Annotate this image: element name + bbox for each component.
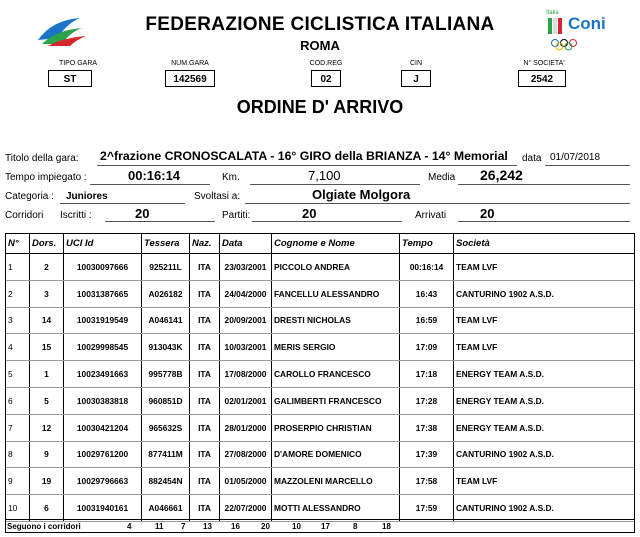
riders-label: Corridori bbox=[5, 210, 44, 221]
code-label-num-gara: NUM.GARA bbox=[171, 60, 209, 67]
cell-naz: ITA bbox=[190, 468, 220, 495]
cell-data: 22/07/2000 bbox=[220, 495, 272, 522]
following-number: 18 bbox=[382, 522, 391, 531]
cell-data: 10/03/2001 bbox=[220, 334, 272, 361]
federation-title: FEDERAZIONE CICLISTICA ITALIANA bbox=[145, 14, 495, 35]
cell-societa: TEAM LVF bbox=[454, 468, 635, 495]
category-value: Juniores bbox=[66, 191, 108, 202]
cell-tessera: 960851D bbox=[142, 387, 190, 414]
cell-data: 20/09/2001 bbox=[220, 307, 272, 334]
cell-tempo: 17:58 bbox=[400, 468, 454, 495]
cell-name: PROSERPIO CHRISTIAN bbox=[272, 414, 400, 441]
cell-naz: ITA bbox=[190, 254, 220, 281]
cell-dors: 15 bbox=[30, 334, 64, 361]
table-row bbox=[6, 361, 635, 388]
cell-tempo: 00:16:14 bbox=[400, 254, 454, 281]
race-title-label: Titolo della gara: bbox=[5, 153, 79, 164]
code-label-societa: N° SOCIETA' bbox=[523, 60, 565, 67]
cell-data: 23/03/2001 bbox=[220, 254, 272, 281]
cell-tempo: 17:18 bbox=[400, 361, 454, 388]
cell-naz: ITA bbox=[190, 307, 220, 334]
header-naz: Naz. bbox=[190, 234, 220, 254]
cell-uci-id: 10030097666 bbox=[64, 254, 142, 281]
code-label-cod-reg: COD.REG bbox=[309, 60, 343, 67]
cell-dors: 2 bbox=[30, 254, 64, 281]
following-number: 13 bbox=[203, 522, 212, 531]
cell-dors: 9 bbox=[30, 441, 64, 468]
cell-naz: ITA bbox=[190, 387, 220, 414]
cell-pos: 6 bbox=[6, 387, 30, 414]
table-header-row bbox=[6, 234, 635, 254]
cell-societa: ENERGY TEAM A.S.D. bbox=[454, 361, 635, 388]
started-label: Partiti: bbox=[222, 210, 251, 221]
cell-data: 28/01/2000 bbox=[220, 414, 272, 441]
header-tessera: Tessera bbox=[142, 234, 190, 254]
code-value-num-gara: 142569 bbox=[165, 70, 215, 87]
cell-uci-id: 10030383818 bbox=[64, 387, 142, 414]
cell-tempo: 17:09 bbox=[400, 334, 454, 361]
started-value: 20 bbox=[302, 206, 317, 221]
race-date: 01/07/2018 bbox=[550, 152, 601, 163]
federation-city: ROMA bbox=[300, 38, 340, 53]
cell-tessera: 995778B bbox=[142, 361, 190, 388]
cell-name: PICCOLO ANDREA bbox=[272, 254, 400, 281]
table-row bbox=[6, 280, 635, 307]
cell-uci-id: 10031940161 bbox=[64, 495, 142, 522]
cell-data: 17/08/2000 bbox=[220, 361, 272, 388]
held-at-label: Svoltasi a: bbox=[194, 191, 241, 202]
following-number: 10 bbox=[292, 522, 301, 531]
table-row bbox=[6, 254, 635, 281]
following-riders bbox=[5, 519, 635, 534]
cell-societa: ENERGY TEAM A.S.D. bbox=[454, 387, 635, 414]
race-title: 2^frazione CRONOSCALATA - 16° GIRO della BRIANZA - 14° Memorial bbox=[100, 149, 508, 163]
cell-dors: 1 bbox=[30, 361, 64, 388]
cell-societa: TEAM LVF bbox=[454, 254, 635, 281]
following-number: 7 bbox=[181, 522, 186, 531]
header-data: Data bbox=[220, 234, 272, 254]
race-date-label: data bbox=[522, 153, 542, 164]
cell-name: MAZZOLENI MARCELLO bbox=[272, 468, 400, 495]
header-name: Cognome e Nome bbox=[272, 234, 400, 254]
cell-naz: ITA bbox=[190, 280, 220, 307]
cell-societa: CANTURINO 1902 A.S.D. bbox=[454, 280, 635, 307]
header-pos: N° bbox=[6, 234, 30, 254]
average-speed: 26,242 bbox=[480, 167, 523, 183]
cell-pos: 5 bbox=[6, 361, 30, 388]
code-value-tipo-gara: ST bbox=[48, 70, 92, 87]
cell-data: 27/08/2000 bbox=[220, 441, 272, 468]
cell-name: MERIS SERGIO bbox=[272, 334, 400, 361]
cell-dors: 3 bbox=[30, 280, 64, 307]
cell-name: GALIMBERTI FRANCESCO bbox=[272, 387, 400, 414]
cell-uci-id: 10029761200 bbox=[64, 441, 142, 468]
following-riders-label: Seguono i corridori bbox=[7, 522, 81, 531]
cell-dors: 5 bbox=[30, 387, 64, 414]
cell-pos: 8 bbox=[6, 441, 30, 468]
cell-uci-id: 10031387665 bbox=[64, 280, 142, 307]
distance-km: 7,100 bbox=[308, 168, 341, 183]
cell-dors: 12 bbox=[30, 414, 64, 441]
cell-tessera: A046661 bbox=[142, 495, 190, 522]
header-tempo: Tempo bbox=[400, 234, 454, 254]
cell-tessera: 882454N bbox=[142, 468, 190, 495]
cell-tempo: 16:59 bbox=[400, 307, 454, 334]
cell-uci-id: 10030421204 bbox=[64, 414, 142, 441]
cell-naz: ITA bbox=[190, 441, 220, 468]
code-label-cin: CIN bbox=[409, 60, 423, 67]
table-row bbox=[6, 307, 635, 334]
time-label: Tempo impiegato : bbox=[5, 172, 87, 183]
following-number: 4 bbox=[127, 522, 132, 531]
header-societa: Società bbox=[454, 234, 635, 254]
cell-dors: 6 bbox=[30, 495, 64, 522]
table-row bbox=[6, 414, 635, 441]
cell-data: 02/01/2001 bbox=[220, 387, 272, 414]
cell-tessera: 913043K bbox=[142, 334, 190, 361]
header-uci-id: UCI Id bbox=[64, 234, 142, 254]
header-dors: Dors. bbox=[30, 234, 64, 254]
cell-societa: CANTURINO 1902 A.S.D. bbox=[454, 441, 635, 468]
cell-tempo: 17:28 bbox=[400, 387, 454, 414]
cell-tessera: A046141 bbox=[142, 307, 190, 334]
cell-uci-id: 10029998545 bbox=[64, 334, 142, 361]
cell-tessera: 965632S bbox=[142, 414, 190, 441]
cell-data: 24/04/2000 bbox=[220, 280, 272, 307]
cell-naz: ITA bbox=[190, 495, 220, 522]
cell-societa: ENERGY TEAM A.S.D. bbox=[454, 414, 635, 441]
cell-uci-id: 10031919549 bbox=[64, 307, 142, 334]
cell-pos: 1 bbox=[6, 254, 30, 281]
coni-italia-text: Italia bbox=[546, 10, 559, 16]
cell-societa: TEAM LVF bbox=[454, 307, 635, 334]
results-table bbox=[5, 233, 635, 522]
cell-pos: 9 bbox=[6, 468, 30, 495]
cell-pos: 7 bbox=[6, 414, 30, 441]
cell-uci-id: 10023491663 bbox=[64, 361, 142, 388]
cell-pos: 4 bbox=[6, 334, 30, 361]
cell-tessera: 925211L bbox=[142, 254, 190, 281]
cell-uci-id: 10029796663 bbox=[64, 468, 142, 495]
arrived-value: 20 bbox=[480, 206, 495, 221]
km-label: Km. bbox=[222, 172, 240, 183]
code-label-tipo-gara: TIPO GARA bbox=[58, 60, 98, 67]
code-value-cin: J bbox=[401, 70, 431, 87]
following-number: 8 bbox=[353, 522, 358, 531]
cell-tempo: 17:39 bbox=[400, 441, 454, 468]
cell-societa: TEAM LVF bbox=[454, 334, 635, 361]
cell-naz: ITA bbox=[190, 334, 220, 361]
table-row bbox=[6, 468, 635, 495]
code-value-societa: 2542 bbox=[518, 70, 566, 87]
following-number: 16 bbox=[231, 522, 240, 531]
cell-pos: 3 bbox=[6, 307, 30, 334]
coni-name: Coni bbox=[568, 14, 606, 33]
category-label: Categoria : bbox=[5, 191, 54, 202]
cell-societa: CANTURINO 1902 A.S.D. bbox=[454, 495, 635, 522]
cell-dors: 19 bbox=[30, 468, 64, 495]
table-row bbox=[6, 387, 635, 414]
table-row bbox=[6, 495, 635, 522]
total-time: 00:16:14 bbox=[128, 168, 181, 183]
cell-naz: ITA bbox=[190, 414, 220, 441]
cell-tessera: A026182 bbox=[142, 280, 190, 307]
arrived-label: Arrivati bbox=[415, 210, 447, 221]
cell-name: D'AMORE DOMENICO bbox=[272, 441, 400, 468]
cell-name: CAROLLO FRANCESCO bbox=[272, 361, 400, 388]
held-at-value: Olgiate Molgora bbox=[312, 187, 411, 202]
following-number: 11 bbox=[155, 522, 164, 531]
cell-data: 01/05/2000 bbox=[220, 468, 272, 495]
cell-name: MOTTI ALESSANDRO bbox=[272, 495, 400, 522]
cell-name: FANCELLU ALESSANDRO bbox=[272, 280, 400, 307]
average-label: Media bbox=[428, 172, 456, 183]
cell-name: DRESTI NICHOLAS bbox=[272, 307, 400, 334]
cell-pos: 2 bbox=[6, 280, 30, 307]
table-row bbox=[6, 441, 635, 468]
table-row bbox=[6, 334, 635, 361]
cell-tempo: 17:38 bbox=[400, 414, 454, 441]
following-number: 20 bbox=[261, 522, 270, 531]
cell-tessera: 877411M bbox=[142, 441, 190, 468]
document-title: ORDINE D' ARRIVO bbox=[236, 97, 404, 117]
cell-tempo: 17:59 bbox=[400, 495, 454, 522]
cell-naz: ITA bbox=[190, 361, 220, 388]
cell-pos: 10 bbox=[6, 495, 30, 522]
cell-dors: 14 bbox=[30, 307, 64, 334]
registered-label: Iscritti : bbox=[60, 210, 92, 221]
following-number: 17 bbox=[321, 522, 330, 531]
code-value-cod-reg: 02 bbox=[311, 70, 341, 87]
registered-value: 20 bbox=[135, 206, 150, 221]
cell-tempo: 16:43 bbox=[400, 280, 454, 307]
